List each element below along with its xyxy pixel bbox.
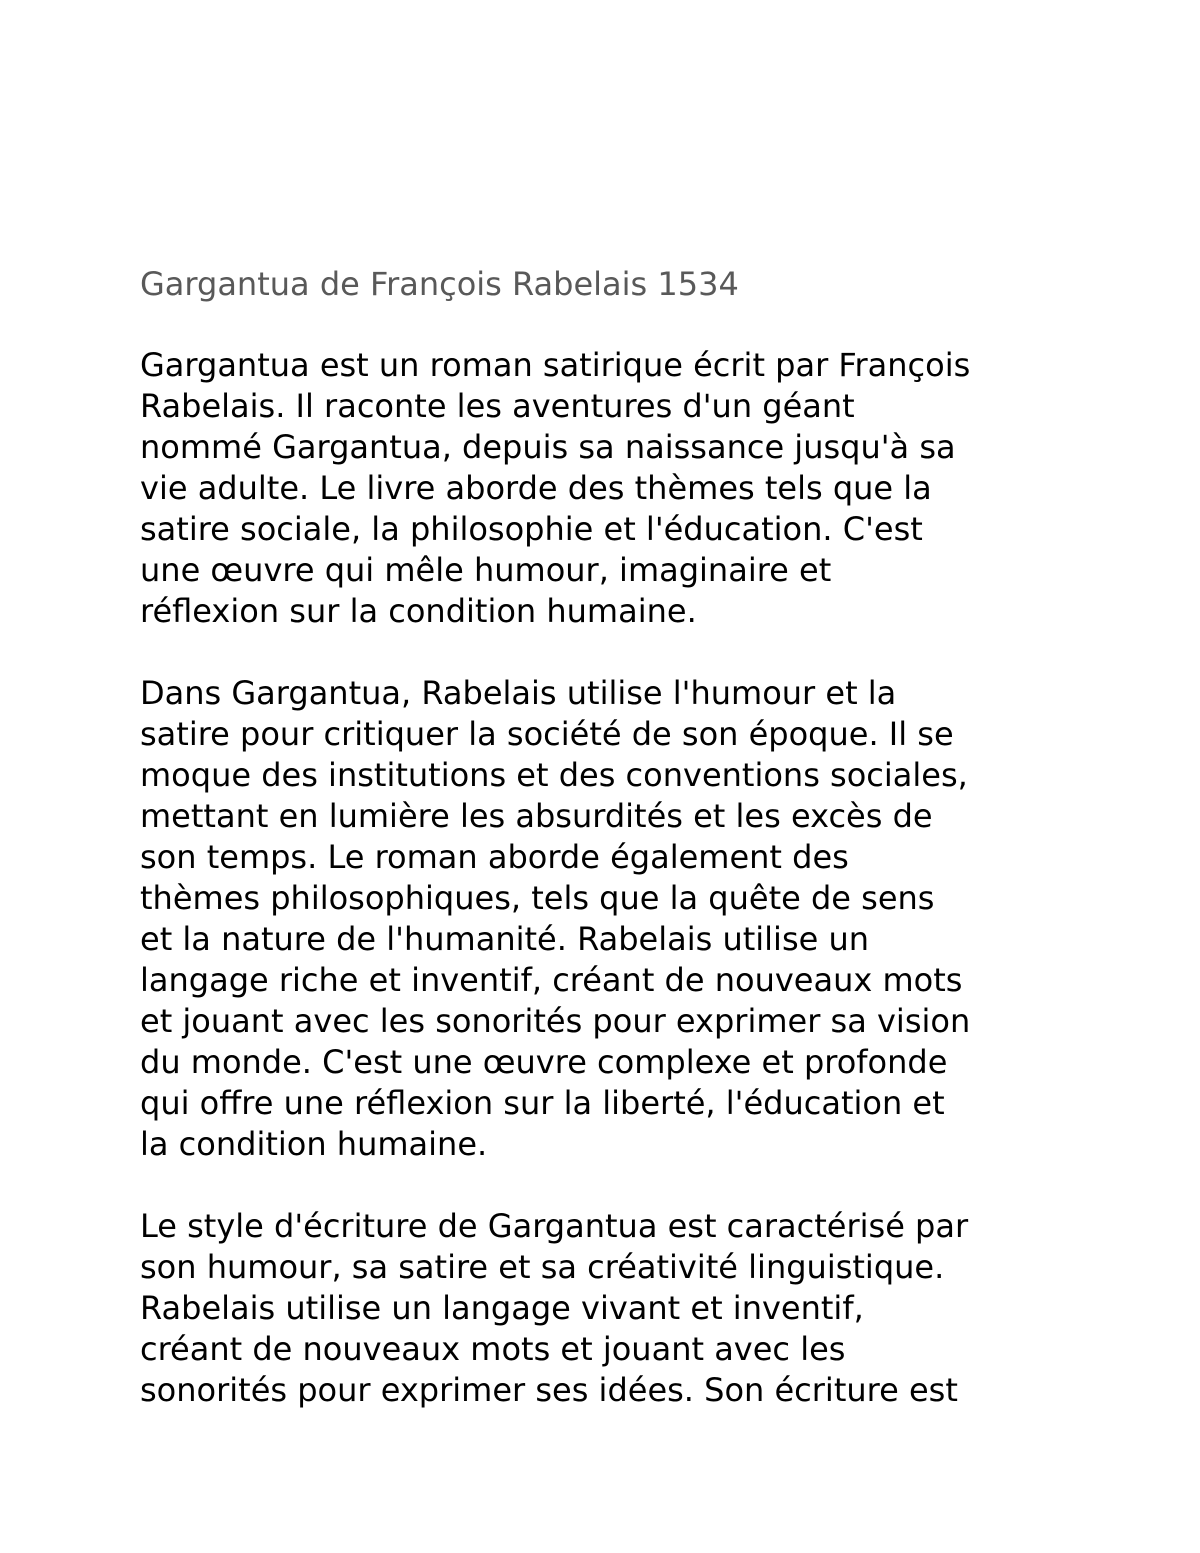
text-line: et la nature de l'humanité. Rabelais utilise un: [140, 920, 870, 958]
text-line: mettant en lumière les absurdités et les excès de: [140, 797, 933, 835]
text-line: Gargantua est un roman satirique écrit par François: [140, 346, 971, 384]
paragraph-3: [140, 1206, 1070, 1411]
paragraph-spacer: [140, 1165, 1070, 1206]
text-line: moque des institutions et des conventions sociales,: [140, 756, 968, 794]
paragraph-2: [140, 673, 1070, 1165]
text-line: Le style d'écriture de Gargantua est caractérisé par: [140, 1207, 969, 1245]
text-line: Dans Gargantua, Rabelais utilise l'humour et la: [140, 674, 897, 712]
text-line: sonorités pour exprimer ses idées. Son écriture est: [140, 1371, 958, 1409]
text-line: satire sociale, la philosophie et l'éducation. C'est: [140, 510, 923, 548]
text-line: son temps. Le roman aborde également des: [140, 838, 849, 876]
text-line: nommé Gargantua, depuis sa naissance jusqu'à sa: [140, 428, 956, 466]
text-line: et jouant avec les sonorités pour exprimer sa vision: [140, 1002, 971, 1040]
document-title: Gargantua de François Rabelais 1534: [140, 265, 739, 303]
text-line: langage riche et inventif, créant de nouveaux mots: [140, 961, 963, 999]
text-line: son humour, sa satire et sa créativité linguistique.: [140, 1248, 945, 1286]
text-line: qui offre une réflexion sur la liberté, l'éducation et: [140, 1084, 945, 1122]
text-line: thèmes philosophiques, tels que la quête de sens: [140, 879, 935, 917]
text-line: la condition humaine.: [140, 1125, 488, 1163]
text-line: Rabelais utilise un langage vivant et inventif,: [140, 1289, 864, 1327]
text-line: réflexion sur la condition humaine.: [140, 592, 697, 630]
paragraph-spacer: [140, 632, 1070, 673]
text-line: du monde. C'est une œuvre complexe et profonde: [140, 1043, 948, 1081]
text-line: satire pour critiquer la société de son époque. Il se: [140, 715, 954, 753]
text-line: Rabelais. Il raconte les aventures d'un géant: [140, 387, 855, 425]
text-line: une œuvre qui mêle humour, imaginaire et: [140, 551, 832, 589]
document-body: [140, 345, 1070, 1411]
paragraph-1: [140, 345, 1070, 632]
text-line: créant de nouveaux mots et jouant avec les: [140, 1330, 846, 1368]
text-line: vie adulte. Le livre aborde des thèmes tels que la: [140, 469, 932, 507]
